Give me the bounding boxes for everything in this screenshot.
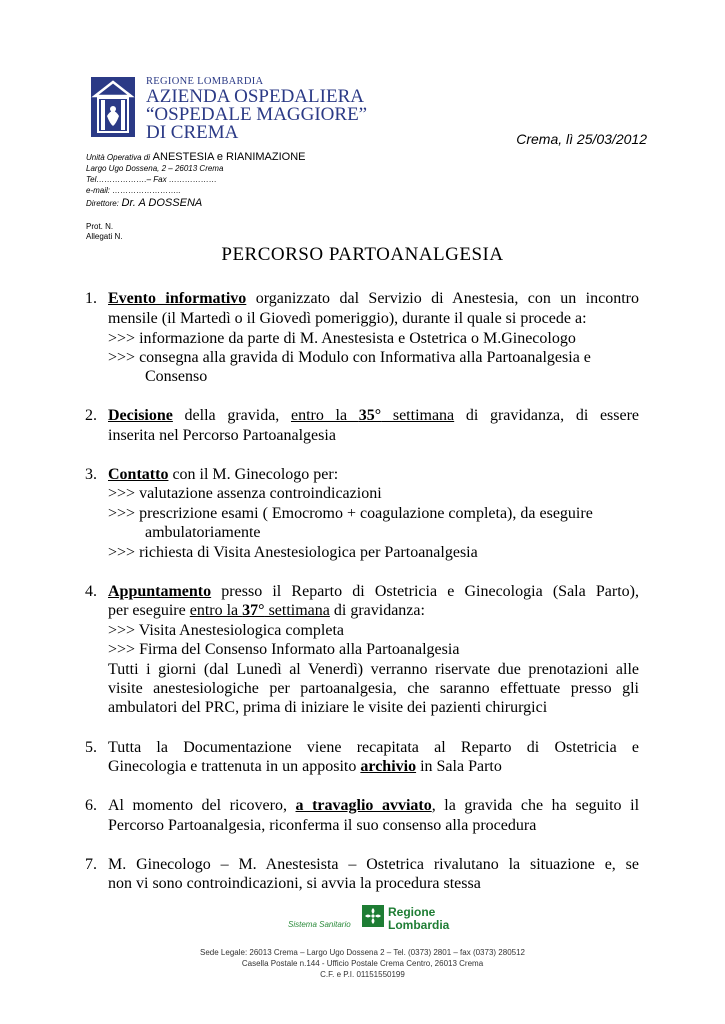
logo-line-1: AZIENDA OSPEDALIERA bbox=[146, 86, 364, 107]
footer-line-2: Casella Postale n.144 - Ufficio Postale Crema Centro, 26013 Crema bbox=[241, 959, 484, 968]
item-3-line-2: >>> valutazione assenza controindicazioni bbox=[108, 485, 382, 502]
hospital-emblem-icon bbox=[90, 76, 136, 138]
footer-line-3: C.F. e P.I. 01151550199 bbox=[320, 970, 405, 979]
item-4-week: 37° bbox=[242, 602, 265, 619]
item-4-text-b: di gravidanza: bbox=[329, 602, 425, 619]
item-2-text-a: della gravida, bbox=[172, 407, 291, 424]
item-3-line-1 bbox=[108, 465, 338, 484]
logo-line-2: “OSPEDALE MAGGIORE” bbox=[146, 104, 368, 125]
item-1-line-4: >>> consegna alla gravida di Modulo con Informativa alla Partoanalgesia e bbox=[108, 349, 591, 366]
item-2-heading: Decisione bbox=[108, 407, 173, 424]
item-4-line-1 bbox=[108, 582, 639, 601]
item-2-line-1 bbox=[108, 406, 639, 425]
item-6-line-2: Percorso Partoanalgesia, riconferma il suo consenso alla procedura bbox=[108, 817, 537, 834]
item-2-number: 2. bbox=[85, 407, 97, 424]
item-3-line-3: >>> prescrizione esami ( Emocromo + coagulazione completa), da eseguire bbox=[108, 505, 593, 522]
item-2-week: 35° bbox=[358, 407, 382, 424]
protocol-number: Prot. N. bbox=[86, 222, 114, 231]
item-7-line-2: non vi sono controindicazioni, si avvia la procedura stessa bbox=[108, 875, 481, 892]
address-line: Largo Ugo Dossena, 2 – 26013 Crema bbox=[86, 164, 224, 173]
item-4-deadline-a: entro la bbox=[189, 602, 243, 619]
item-1-number: 1. bbox=[85, 290, 97, 307]
item-2-line-2: inserita nel Percorso Partoanalgesia bbox=[108, 427, 336, 444]
item-2-deadline-c: settimana bbox=[381, 407, 455, 424]
item-3-line-4: ambulatoriamente bbox=[145, 524, 261, 541]
item-5-number: 5. bbox=[85, 739, 97, 756]
item-1-line-2: mensile (il Martedì o il Giovedì pomeriggio), durante il quale si procede a: bbox=[108, 310, 587, 327]
director-name: Dr. A DOSSENA bbox=[121, 197, 203, 209]
item-5-line-1: Tutta la Documentazione viene recapitata al Reparto di Ostetricia e bbox=[108, 739, 639, 756]
director-line bbox=[86, 197, 202, 209]
item-4-line-2 bbox=[108, 601, 425, 620]
item-1-line-1 bbox=[108, 289, 639, 308]
item-4-number: 4. bbox=[85, 583, 97, 600]
item-3-line-5: >>> richiesta di Visita Anestesiologica per Partoanalgesia bbox=[108, 544, 478, 561]
tel-fax-line: Tel……………….– Fax ……………… bbox=[86, 175, 217, 184]
item-7-number: 7. bbox=[85, 856, 97, 873]
email-line: e-mail: …………………….. bbox=[86, 186, 181, 195]
item-2-deadline-a: entro la bbox=[290, 407, 359, 424]
item-4-line-5: Tutti i giorni (dal Lunedì al Venerdì) verranno riservate due prenotazioni alle bbox=[108, 661, 639, 678]
item-2-deadline bbox=[291, 407, 454, 424]
item-4-text-a: per eseguire bbox=[108, 602, 190, 619]
regione-label: Regione bbox=[388, 905, 436, 919]
item-2-text-b: di gravidanza, di essere bbox=[454, 407, 640, 424]
item-7-line-1: M. Ginecologo – M. Anestesista – Ostetrica rivalutano la situazione e, se bbox=[108, 856, 639, 873]
director-label: Direttore: bbox=[86, 199, 119, 208]
item-4-deadline-c: settimana bbox=[264, 602, 330, 619]
item-4-text: presso il Reparto di Ostetricia e Ginecologia (Sala Parto), bbox=[211, 583, 639, 600]
logo-region-label: REGIONE LOMBARDIA bbox=[146, 76, 264, 87]
item-4-line-7: ambulatori del PRC, prima di iniziare le visite dei pazienti chirurgici bbox=[108, 699, 548, 716]
logo-line-3: DI CREMA bbox=[146, 122, 239, 143]
item-3-number: 3. bbox=[85, 466, 97, 483]
item-4-heading: Appuntamento bbox=[108, 583, 212, 600]
item-3-text: con il M. Ginecologo per: bbox=[168, 466, 339, 483]
attachments-number: Allegati N. bbox=[86, 232, 123, 241]
document-title: PERCORSO PARTOANALGESIA bbox=[221, 244, 504, 265]
item-4-line-6: visite anestesiologiche per partoanalgesia, che saranno effettuate presso gli bbox=[108, 680, 639, 697]
item-4-line-4: >>> Firma del Consenso Informato alla Partoanalgesia bbox=[108, 641, 460, 658]
item-1-heading: Evento informativo bbox=[108, 290, 247, 307]
sistema-sanitario-label: Sistema Sanitario bbox=[288, 920, 351, 929]
place-date: Crema, lì 25/03/2012 bbox=[516, 131, 647, 147]
item-1-line-3: >>> informazione da parte di M. Anestesista e Ostetrica o M.Ginecologo bbox=[108, 330, 576, 347]
item-4-deadline bbox=[190, 602, 330, 619]
regione-lombardia-logo-icon bbox=[362, 905, 384, 927]
item-1-line-5: Consenso bbox=[145, 368, 208, 385]
item-6-text-c: , la gravida che ha seguito il bbox=[431, 797, 640, 814]
lombardia-label: Lombardia bbox=[388, 918, 450, 932]
item-3-heading: Contatto bbox=[108, 466, 169, 483]
item-5-archive: archivio bbox=[360, 758, 417, 775]
item-6-line-1 bbox=[108, 796, 639, 815]
footer-line-1: Sede Legale: 26013 Crema – Largo Ugo Dossena 2 – Tel. (0373) 2801 – fax (0373) 280512 bbox=[200, 948, 525, 957]
item-6-text-a: Al momento del ricovero, bbox=[108, 797, 296, 814]
item-5-text-a: Ginecologia e trattenuta in un apposito bbox=[108, 758, 361, 775]
item-6-number: 6. bbox=[85, 797, 97, 814]
item-1-text: organizzato dal Servizio di Anestesia, con un incontro bbox=[246, 290, 640, 307]
item-5-text-c: in Sala Parto bbox=[416, 758, 502, 775]
item-4-line-3: >>> Visita Anestesiologica completa bbox=[108, 622, 344, 639]
unit-name: ANESTESIA e RIANIMAZIONE bbox=[152, 151, 306, 163]
unit-line bbox=[86, 151, 306, 163]
item-6-labor-started: a travaglio avviato bbox=[295, 797, 432, 814]
item-5-line-2 bbox=[108, 757, 502, 776]
unit-prefix: Unità Operativa di bbox=[86, 153, 151, 162]
